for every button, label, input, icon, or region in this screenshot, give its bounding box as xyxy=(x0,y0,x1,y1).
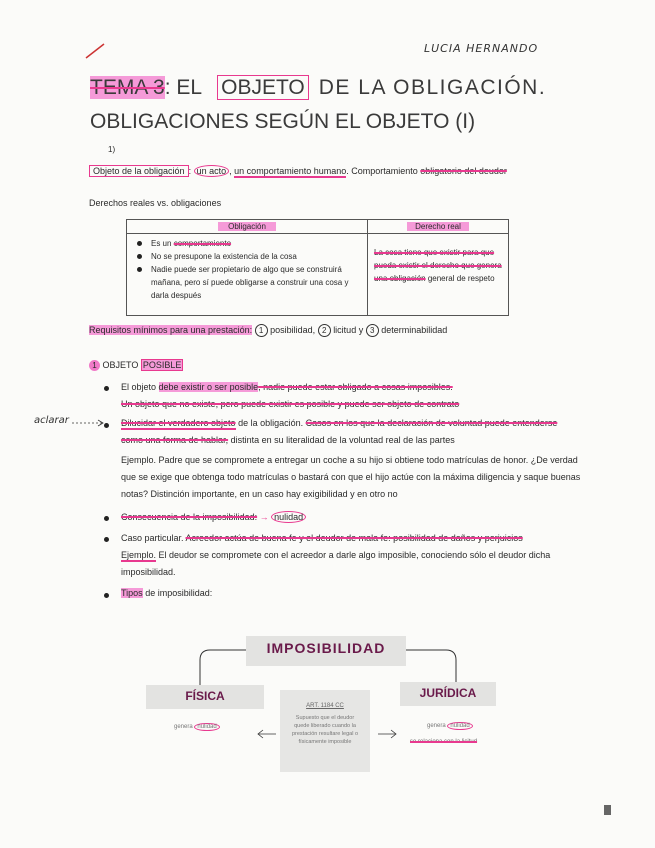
diagram-right-genera: genera nulidad xyxy=(427,723,473,729)
definition-line: Objeto de la obligación : un acto , un comportamiento humano. Comportamiento obligatorio del deudor xyxy=(89,164,507,178)
left-arrow-icon xyxy=(256,729,276,739)
title-el: : EL xyxy=(164,76,202,99)
def-comp: un comportamiento humano xyxy=(234,166,347,176)
title-tema: TEMA 3 xyxy=(90,76,165,99)
table-item: Es un comportamiento xyxy=(133,237,361,250)
def-term: Objeto de la obligación xyxy=(89,165,189,177)
table-item: No se presupone la existencia de la cosa xyxy=(133,250,361,263)
diagram-left-label: FÍSICA xyxy=(185,689,225,703)
diagram-center-text: Supuesto que el deudor quede liberado cuando la prestación resultare legal o físicamente imposible xyxy=(291,715,359,745)
derechos-heading: Derechos reales vs. obligaciones xyxy=(89,198,222,208)
diagram-title: IMPOSIBILIDAD xyxy=(266,640,386,656)
bullet-3: Consecuencia de la imposibilidad: → nulidad xyxy=(121,510,306,524)
comparison-table: Obligación Derecho real Es un comportamiento No se presupone la existencia de la cosa Nadie puede ser propietario de algo que se construirá mañana, pero sí puede obligarse a construir una cosa y darla después La cosa tiene que existir para que pueda existir el derecho que genera una obligación general de respeto xyxy=(126,219,509,316)
author-name: LUCIA HERNANDO xyxy=(424,42,539,55)
ejemplo-1: Ejemplo. Padre que se compromete a entregar un coche a su hijo si obtiene todo matrículas de honor. ¿De verdad que se exige que obtenga todo matrículas o bastará con que el hijo actúe con la máxima diligencia y saque buenas notas? Distinción importante, en un caso hay exigibilidad y en otro no xyxy=(121,455,581,499)
title-rest: DE LA OBLIGACIÓN. xyxy=(318,76,547,99)
corner-mark xyxy=(604,805,611,815)
diagram-right-label: JURÍDICA xyxy=(419,686,477,700)
table-header-obligacion: Obligación xyxy=(218,222,276,231)
bullet-5: Tipos de imposibilidad: xyxy=(121,588,213,598)
bullet-2: Dilucidar el verdadero objeto de la obligación. Casos en los que la declaración de voluntad puede entenderse como una forma de hablar, distinta en su literalidad de la voluntad real de las partes Ejemplo. Padre que se compromete a entregar un coche a su hijo si obtiene todo matrículas de honor. ¿De verdad que se exige que obtenga todo matrículas o bastará con que el hijo actúe con la máxima diligencia y saque buenas notas? Distinción importante, en un caso hay exigibilidad y en otro no xyxy=(121,416,591,503)
table-col2-strike: La cosa tiene que existir para que pueda existir el derecho que genera una obligación xyxy=(374,248,502,283)
title-objeto: OBJETO xyxy=(217,75,309,100)
objeto-posible-num: 1 xyxy=(89,360,100,371)
margin-note: aclarar xyxy=(34,415,69,426)
diagram-center-art: ART. 1184 CC xyxy=(306,703,344,709)
table-header-derecho: Derecho real xyxy=(407,222,469,231)
diagram-left-genera: genera nulidad xyxy=(174,724,220,730)
pen-mark xyxy=(84,42,106,60)
objeto-posible-heading: 1 OBJETO POSIBLE xyxy=(89,358,183,372)
page-title xyxy=(90,74,546,102)
diagram-right-note: se relaciona con la licitud xyxy=(410,739,478,745)
requisitos-label: Requisitos mínimos para una prestación: xyxy=(89,325,253,335)
bullet-4: Caso particular. Acreedor actúa de buena fe y el deudor de mala fe: posibilidad de daños y perjuicios Ejemplo. El deudor se compromete con el acreedor a darle algo imposible, conociendo sólo el deudor dicha imposibilidad. xyxy=(121,533,551,577)
arrow-icon xyxy=(72,419,106,427)
requisitos-line: Requisitos mínimos para una prestación: 1 posibilidad, 2 licitud y 3 determinabilidad xyxy=(89,325,448,335)
right-arrow-icon xyxy=(378,729,398,739)
section-number: 1) xyxy=(108,145,116,154)
def-tail-strike: obligatorio del deudor xyxy=(420,166,507,176)
page-subtitle: OBLIGACIONES SEGÚN EL OBJETO (I) xyxy=(90,110,476,133)
bullet-1: El objeto debe existir o ser posible, nadie puede estar obligado a cosas imposibles. Un objeto que no existe, pero puede existir es posible y puede ser objeto de contrato xyxy=(121,382,460,409)
table-item: Nadie puede ser propietario de algo que se construirá mañana, pero sí puede obligarse a construir una cosa y darla después xyxy=(133,263,361,302)
def-acto: un acto xyxy=(194,165,230,177)
